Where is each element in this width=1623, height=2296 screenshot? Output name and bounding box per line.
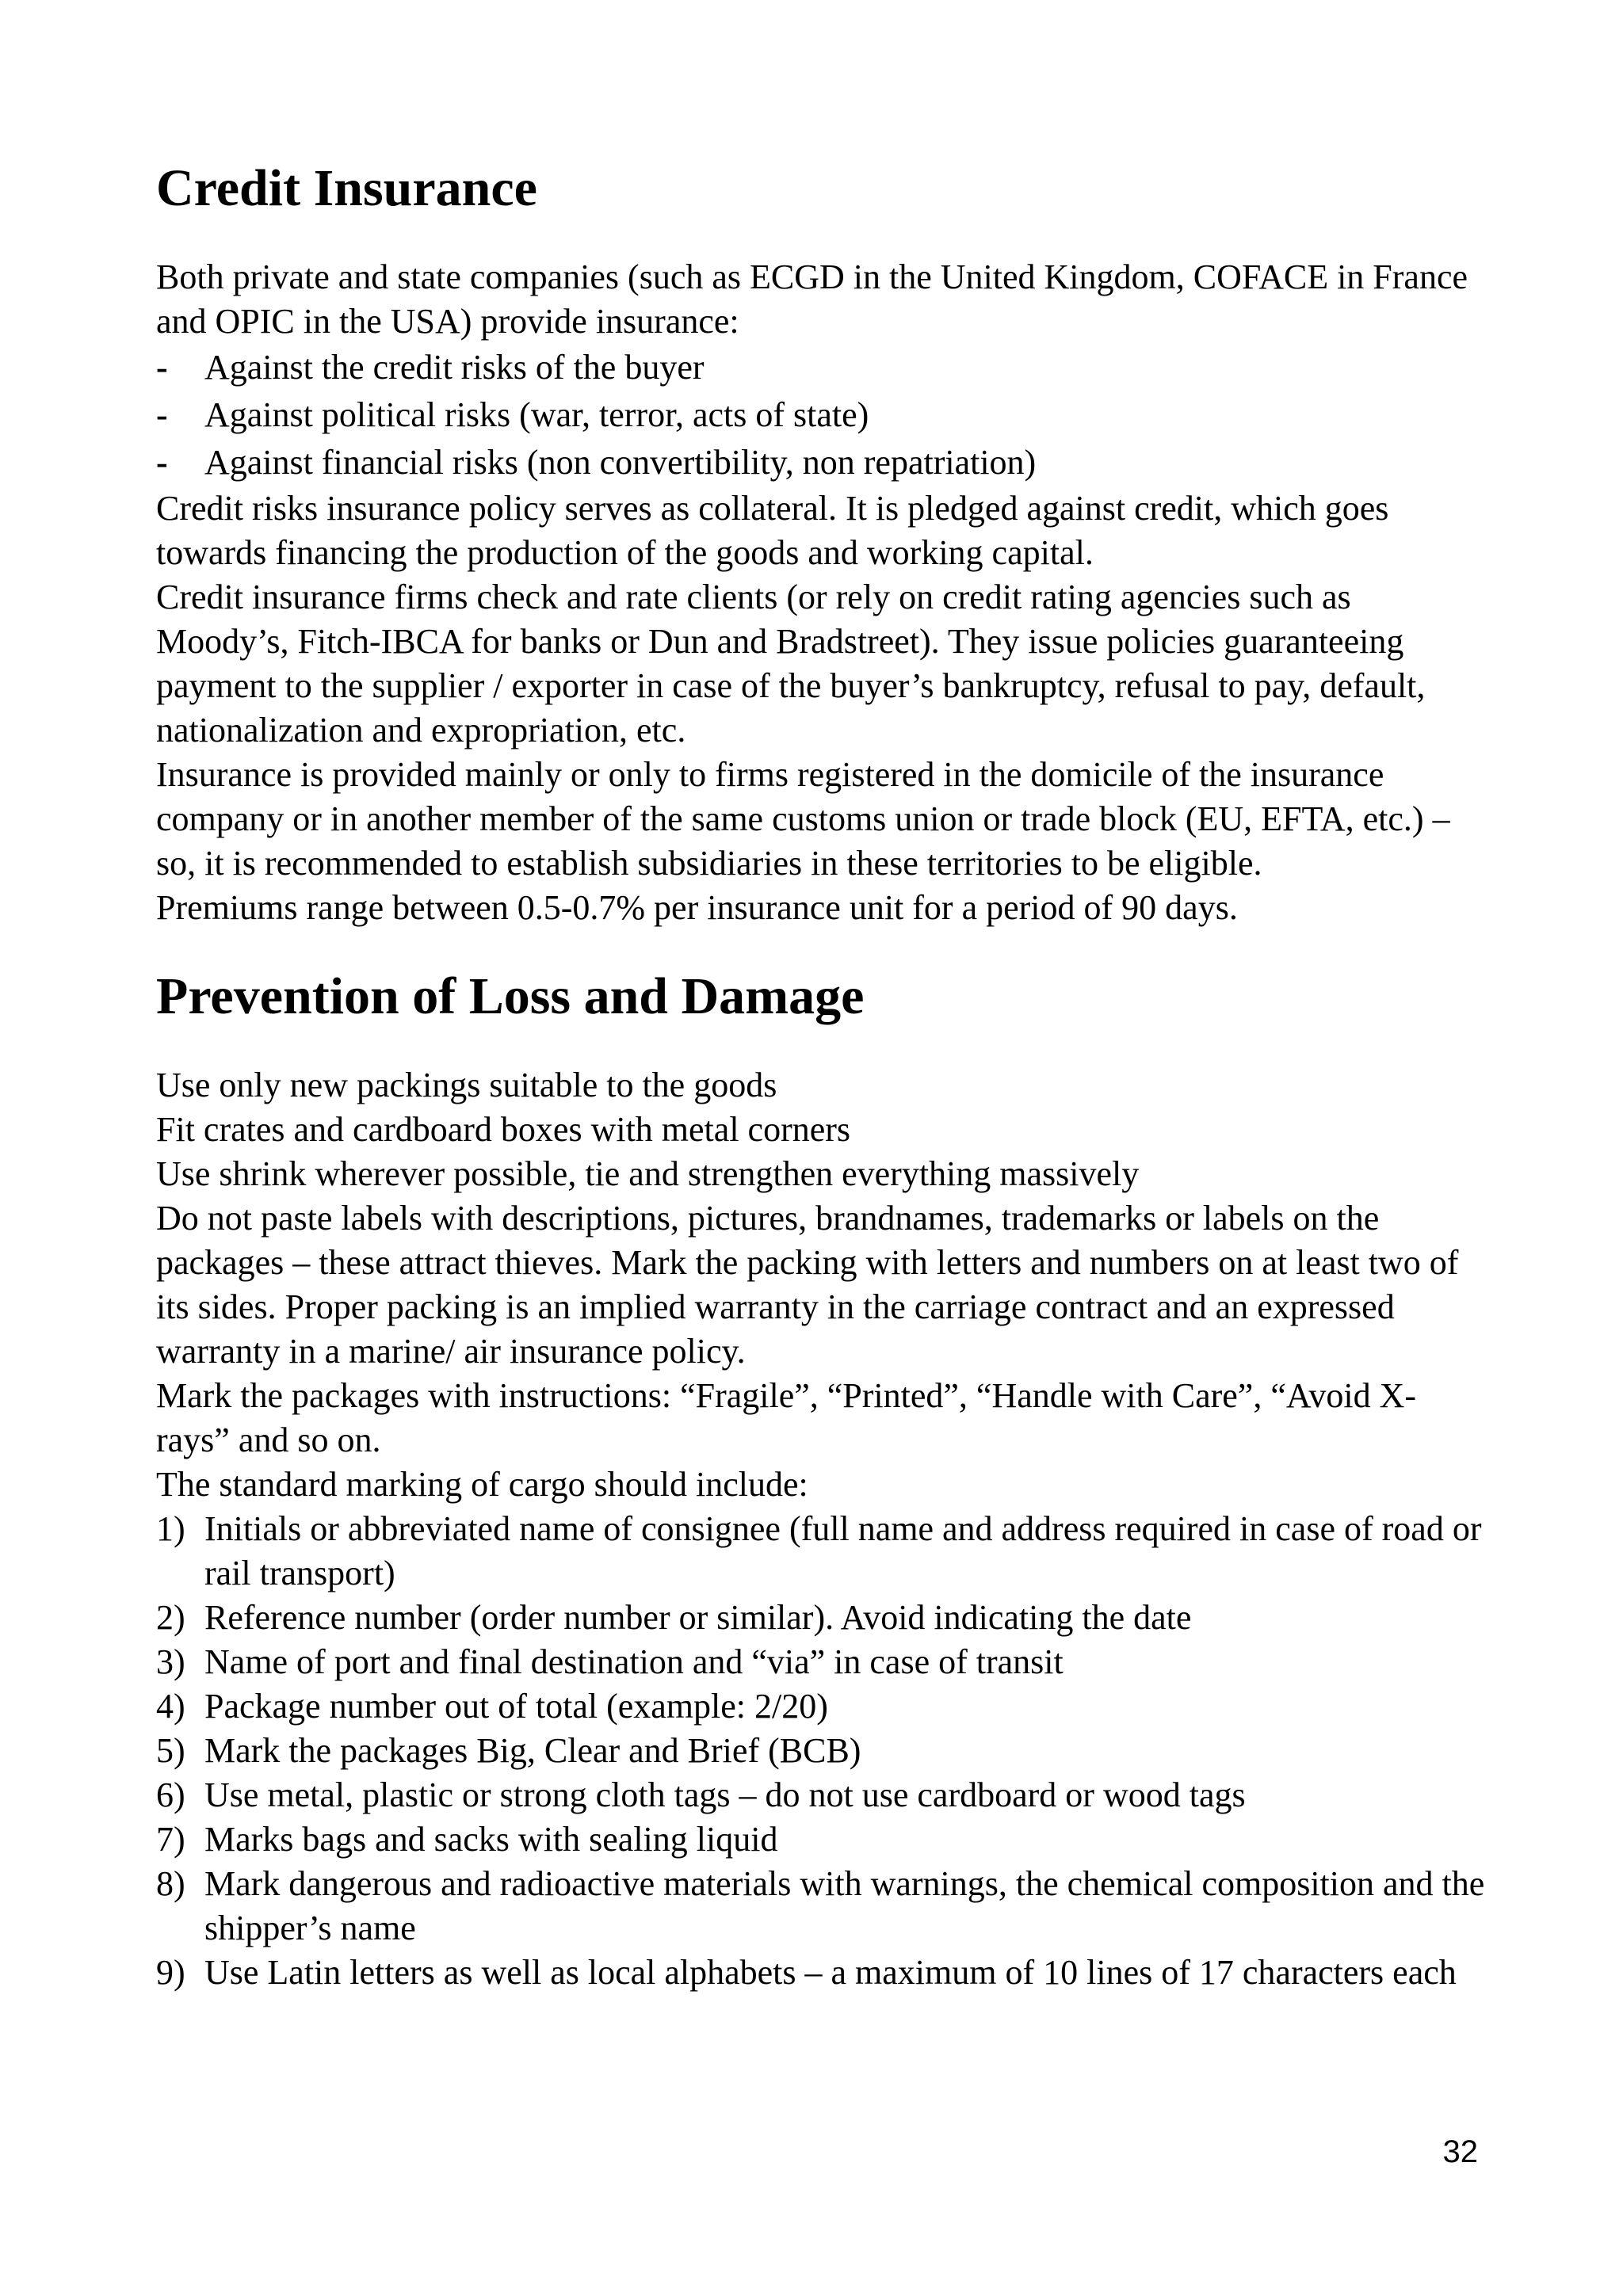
item-text: Mark dangerous and radioactive materials with warnings, the chemical composition and the shipper’s name bbox=[204, 1864, 1485, 1947]
numbered-item bbox=[156, 1951, 1487, 1995]
section-heading-credit-insurance: Credit Insurance bbox=[156, 159, 537, 217]
item-text: Mark the packages Big, Clear and Brief (BCB) bbox=[204, 1731, 861, 1770]
item-number: 4) bbox=[156, 1687, 185, 1726]
numbered-item bbox=[156, 1862, 1487, 1951]
paragraph-metal-corners: Fit crates and cardboard boxes with metal corners bbox=[156, 1110, 851, 1149]
item-text: Reference number (order number or similar). Avoid indicating the date bbox=[204, 1598, 1192, 1637]
page-number: 32 bbox=[1442, 2134, 1478, 2169]
bullet-dash: - bbox=[156, 443, 168, 482]
item-text: Use Latin letters as well as local alphabets – a maximum of 10 lines of 17 characters each bbox=[204, 1953, 1457, 1992]
numbered-item bbox=[156, 1729, 1487, 1773]
paragraph-instructions: Mark the packages with instructions: “Fragile”, “Printed”, “Handle with Care”, “Avoid X-rays” and so on. bbox=[156, 1376, 1417, 1459]
list-item-text: Against political risks (war, terror, acts of state) bbox=[204, 395, 869, 434]
item-number: 5) bbox=[156, 1731, 185, 1770]
paragraph-collateral: Credit risks insurance policy serves as collateral. It is pledged against credit, which goes towards financing the production of the goods and working capital. bbox=[156, 489, 1389, 572]
list-item-text: Against the credit risks of the buyer bbox=[204, 348, 705, 387]
bullet-dash: - bbox=[156, 348, 168, 387]
item-number: 3) bbox=[156, 1642, 185, 1681]
paragraph-standard-marking: The standard marking of cargo should include: bbox=[156, 1465, 808, 1504]
document-page bbox=[156, 159, 1487, 1995]
paragraph-shrink: Use shrink wherever possible, tie and strengthen everything massively bbox=[156, 1154, 1140, 1193]
numbered-item bbox=[156, 1596, 1487, 1640]
item-number: 2) bbox=[156, 1598, 185, 1637]
paragraph-new-packings: Use only new packings suitable to the goods bbox=[156, 1066, 777, 1104]
numbered-item bbox=[156, 1684, 1487, 1729]
numbered-item bbox=[156, 1773, 1487, 1817]
item-text: Use metal, plastic or strong cloth tags – do not use cardboard or wood tags bbox=[204, 1775, 1246, 1814]
item-text: Package number out of total (example: 2/20) bbox=[204, 1687, 828, 1726]
item-text: Initials or abbreviated name of consignee (full name and address required in case of road or rail transport) bbox=[204, 1509, 1482, 1592]
paragraph-domicile: Insurance is provided mainly or only to firms registered in the domicile of the insurance company or in another member of the same customs union or trade block (EU, EFTA, etc.) – so, it is recommended to establish subsidiaries in these territories to be eligible. bbox=[156, 755, 1450, 883]
paragraph-premiums: Premiums range between 0.5-0.7% per insurance unit for a period of 90 days. bbox=[156, 888, 1238, 927]
section-heading-prevention: Prevention of Loss and Damage bbox=[156, 967, 865, 1025]
numbered-item bbox=[156, 1507, 1487, 1596]
item-text: Name of port and final destination and “via” in case of transit bbox=[204, 1642, 1064, 1681]
bullet-dash: - bbox=[156, 395, 168, 434]
list-item bbox=[156, 344, 1487, 391]
paragraph-labels: Do not paste labels with descriptions, pictures, brandnames, trademarks or labels on the packages – these attract thieves. Mark the packing with letters and numbers on at least two of its sides. Proper packing is an implied warranty in the carriage contract and an expressed warranty in a marine/ air insurance policy. bbox=[156, 1199, 1459, 1371]
list-item-text: Against financial risks (non convertibility, non repatriation) bbox=[204, 443, 1037, 482]
numbered-item bbox=[156, 1640, 1487, 1684]
numbered-item bbox=[156, 1817, 1487, 1862]
item-number: 8) bbox=[156, 1864, 185, 1903]
list-item bbox=[156, 391, 1487, 439]
credit-insurance-intro: Both private and state companies (such as ECGD in the United Kingdom, COFACE in France and OPIC in the USA) provide insurance: bbox=[156, 257, 1468, 341]
item-number: 7) bbox=[156, 1820, 185, 1859]
item-number: 6) bbox=[156, 1775, 185, 1814]
list-item bbox=[156, 439, 1487, 486]
section-spacer bbox=[156, 211, 1487, 255]
item-number: 1) bbox=[156, 1509, 185, 1548]
section-spacer bbox=[156, 1019, 1487, 1063]
item-text: Marks bags and sacks with sealing liquid bbox=[204, 1820, 778, 1859]
paragraph-rating: Credit insurance firms check and rate clients (or rely on credit rating agencies such as Moody’s, Fitch-IBCA for banks or Dun and Bradstreet). They issue policies guaranteeing payment to the supplier / exporter in case of the buyer’s bankruptcy, refusal to pay, default, nationalization and expropriation, etc. bbox=[156, 578, 1426, 749]
item-number: 9) bbox=[156, 1953, 185, 1992]
